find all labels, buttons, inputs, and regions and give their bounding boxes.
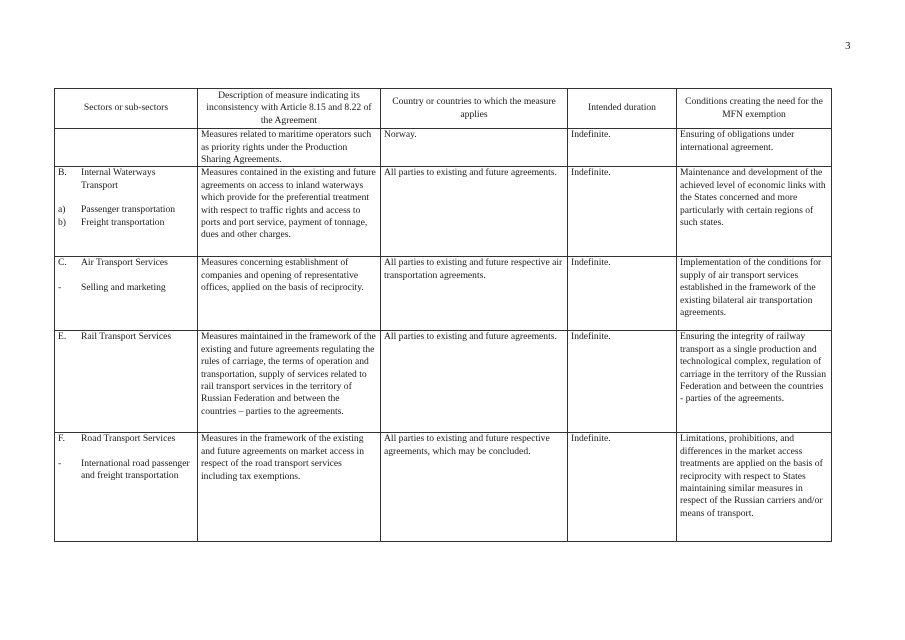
header-description: Description of measure indicating its inconsistency with Article 8.15 and 8.22 of the Agreement <box>198 89 381 129</box>
page-number: 3 <box>845 40 851 52</box>
table-header-row <box>55 89 832 129</box>
sector-letter: B. <box>58 167 67 179</box>
countries-cell: All parties to existing and future respective agreements, which may be concluded. <box>381 433 568 542</box>
header-duration: Intended duration <box>568 89 677 129</box>
conditions-cell: Maintenance and development of the achieved level of economic links with the States concerned and more particularly with certain regions of such states. <box>677 167 832 257</box>
sector-letter: a) <box>58 204 66 216</box>
sector-label: Freight transportation <box>81 216 165 228</box>
duration-cell: Indefinite. <box>568 331 677 433</box>
sector-letter: C. <box>58 257 67 269</box>
sector-line <box>58 331 194 343</box>
sector-label: Passenger transportation <box>81 204 176 216</box>
sector-letter: E. <box>58 331 67 343</box>
sector-label: Internal Waterways Transport <box>81 167 156 191</box>
countries-cell: All parties to existing and future agreements. <box>381 167 568 257</box>
countries-cell: Norway. <box>381 129 568 167</box>
sector-line <box>58 458 194 483</box>
sector-label: Air Transport Services <box>81 257 168 269</box>
sector-cell <box>55 433 198 542</box>
header-countries: Country or countries to which the measure applies <box>381 89 568 129</box>
sector-label: Rail Transport Services <box>81 331 172 343</box>
sector-cell <box>55 129 198 167</box>
sector-cell <box>55 167 198 257</box>
conditions-cell: Ensuring of obligations under international agreement. <box>677 129 832 167</box>
description-cell: Measures in the framework of the existing and future agreements on market access in respect of the road transport services including tax exemptions. <box>198 433 381 542</box>
table-row <box>55 331 832 433</box>
table-row <box>55 433 832 542</box>
sector-letter: b) <box>58 216 66 228</box>
sector-line <box>58 204 194 216</box>
sector-label: International road passenger and freight transportation <box>81 457 190 482</box>
sector-line <box>58 433 194 445</box>
sector-cell <box>55 331 198 433</box>
conditions-cell: Implementation of the conditions for supply of air transport services established in the framework of the existing bilateral air transportation agreements. <box>677 257 832 331</box>
table-row <box>55 257 832 331</box>
sector-label: Selling and marketing <box>81 281 166 293</box>
sector-line <box>58 217 194 229</box>
table-row <box>55 167 832 257</box>
sector-line <box>58 167 194 192</box>
description-cell: Measures concerning establishment of companies and opening of representative offices, applied on the basis of reciprocity. <box>198 257 381 331</box>
sector-letter: - <box>58 281 62 293</box>
sector-cell <box>55 257 198 331</box>
sector-letter: - <box>58 457 62 469</box>
sector-label: Road Transport Services <box>81 433 176 445</box>
description-cell: Measures related to maritime operators such as priority rights under the Production Sharing Agreements. <box>198 129 381 167</box>
conditions-cell: Ensuring the integrity of railway transport as a single production and technological complex, regulation of carriage in the territory of the Russian Federation and between the countries - parties of the agreements. <box>677 331 832 433</box>
description-cell: Measures contained in the existing and future agreements on access to inland waterways which provide for the preferential treatment with respect to traffic rights and access to ports and port service, payment of tonnage, dues and other charges. <box>198 167 381 257</box>
table-row <box>55 129 832 167</box>
header-sectors: Sectors or sub-sectors <box>55 89 198 129</box>
duration-cell: Indefinite. <box>568 433 677 542</box>
sector-line <box>58 257 194 269</box>
sector-line <box>58 282 194 294</box>
sector-letter: F. <box>58 433 65 445</box>
countries-cell: All parties to existing and future agreements. <box>381 331 568 433</box>
duration-cell: Indefinite. <box>568 167 677 257</box>
duration-cell: Indefinite. <box>568 129 677 167</box>
countries-cell: All parties to existing and future respective air transportation agreements. <box>381 257 568 331</box>
duration-cell: Indefinite. <box>568 257 677 331</box>
conditions-cell: Limitations, prohibitions, and differences in the market access treatments are applied on the basis of reciprocity with respect to States maintaining similar measures in respect of the Russian carriers and/or means of transport. <box>677 433 832 542</box>
description-cell: Measures maintained in the framework of the existing and future agreements regulating the rules of carriage, the terms of operation and transportation, supply of services related to rail transport services in the territory of Russian Federation and between the countries – parties to the agreements. <box>198 331 381 433</box>
mfn-exemption-table <box>54 88 832 542</box>
header-conditions: Conditions creating the need for the MFN exemption <box>677 89 832 129</box>
